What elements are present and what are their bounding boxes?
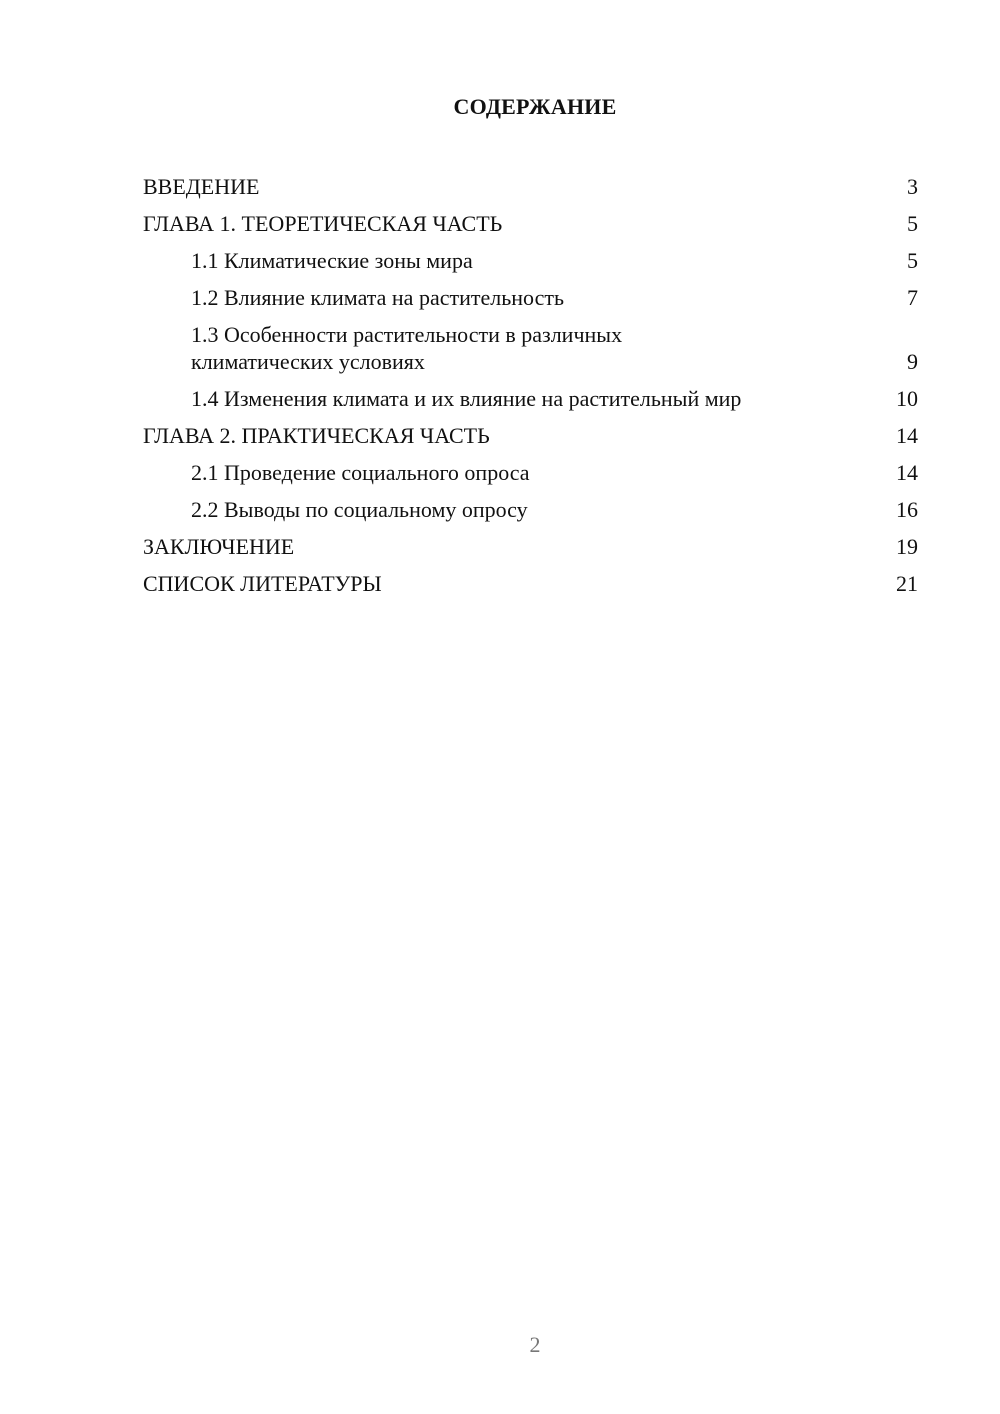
toc-entry-page: 21 — [896, 571, 918, 596]
toc-entry-label: ГЛАВА 2. ПРАКТИЧЕСКАЯ ЧАСТЬ — [143, 423, 490, 448]
toc-entry-page: 5 — [907, 248, 918, 273]
toc-entry-label: СПИСОК ЛИТЕРАТУРЫ — [143, 571, 382, 596]
toc-entry-section-1-4[interactable] — [143, 380, 918, 417]
toc-entry-label: 1.1 Климатические зоны мира — [191, 248, 473, 273]
toc-entry-label: ЗАКЛЮЧЕНИЕ — [143, 534, 295, 559]
page-title: СОДЕРЖАНИЕ — [453, 94, 617, 119]
toc-entry-page: 14 — [896, 460, 918, 485]
toc-entry-label: ВВЕДЕНИЕ — [143, 174, 260, 199]
toc-entry-label: 1.2 Влияние климата на растительность — [191, 285, 564, 310]
toc-entry-page: 16 — [896, 497, 918, 522]
toc-entry-section-2-1[interactable] — [143, 454, 918, 491]
toc-entry-page: 7 — [907, 285, 918, 310]
toc-entry-section-1-3[interactable] — [143, 316, 918, 380]
table-of-contents — [143, 168, 918, 602]
toc-entry-section-1-1[interactable] — [143, 242, 918, 279]
toc-entry-label: 2.1 Проведение социального опроса — [191, 460, 530, 485]
toc-entry-page: 14 — [896, 423, 918, 448]
toc-entry-page: 3 — [907, 174, 918, 199]
toc-entry-references[interactable] — [143, 565, 918, 602]
toc-entry-section-1-2[interactable] — [143, 279, 918, 316]
toc-entry-label: 1.4 Изменения климата и их влияние на растительный мир — [191, 386, 742, 411]
toc-entry-page: 9 — [907, 349, 918, 374]
page-number: 2 — [529, 1332, 541, 1357]
toc-entry-page: 19 — [896, 534, 918, 559]
toc-entry-page: 5 — [907, 211, 918, 236]
toc-entry-chapter-1[interactable] — [143, 205, 918, 242]
toc-entry-label: 2.2 Выводы по социальному опросу — [191, 497, 528, 522]
toc-entry-label: 1.3 Особенности растительности в различных климатических условиях — [191, 322, 623, 374]
toc-entry-chapter-2[interactable] — [143, 417, 918, 454]
toc-entry-section-2-2[interactable] — [143, 491, 918, 528]
toc-entry-introduction[interactable] — [143, 168, 918, 205]
toc-entry-page: 10 — [896, 386, 918, 411]
toc-entry-conclusion[interactable] — [143, 528, 918, 565]
toc-entry-label: ГЛАВА 1. ТЕОРЕТИЧЕСКАЯ ЧАСТЬ — [143, 211, 503, 236]
